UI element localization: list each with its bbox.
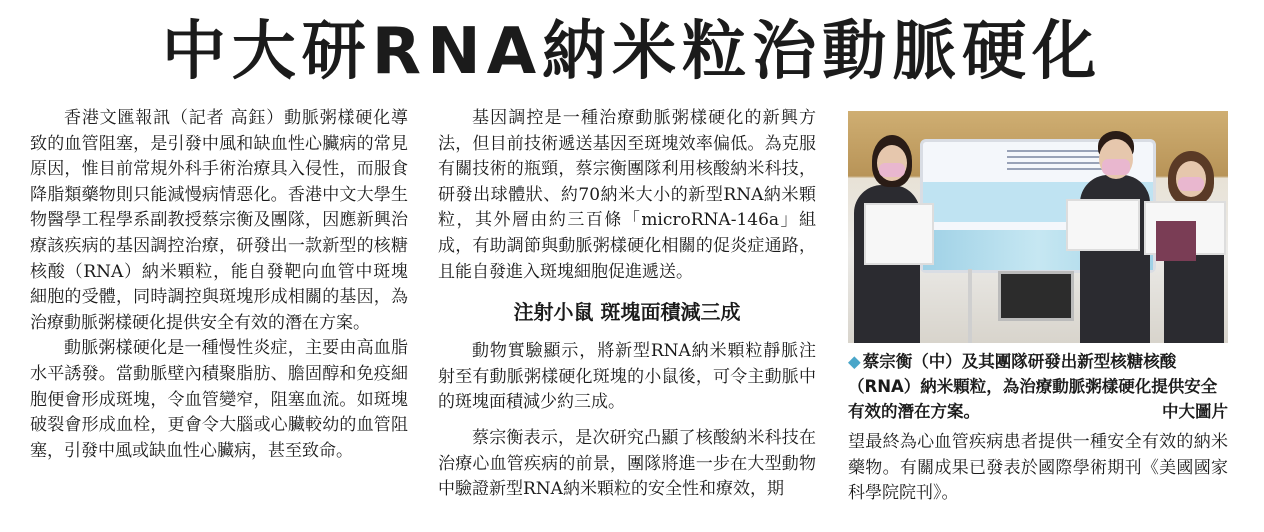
headline: 中大研RNA納米粒治動脈硬化 <box>161 15 1103 89</box>
subheading: 注射小鼠 斑塊面積減三成 <box>513 300 741 325</box>
laptop <box>998 271 1074 321</box>
article-column-1 <box>30 106 408 464</box>
paragraph: 望最終為心血管疾病患者提供一種安全有效的納米藥物。有關成果已發表於國際學術期刊《美國國家科學院院刊》。 <box>848 432 1228 504</box>
article-column-2 <box>438 106 816 503</box>
photo-caption <box>848 349 1228 424</box>
paragraph: 蔡宗衡表示，是次研究凸顯了核酸納米科技在治療心血管疾病的前景，團隊將進一步在大型動物中驗證新型RNA納米顆粒的安全性和療效，期 <box>438 427 816 500</box>
paragraph: 動物實驗顯示，將新型RNA納米顆粒靜脈注射至有動脈粥樣硬化斑塊的小鼠後，可令主動脈中的斑塊面積減少約三成。 <box>438 341 816 413</box>
paragraph: 香港文匯報訊（記者 高鈺）動脈粥樣硬化導致的血管阻塞，是引發中風和缺血性心臟病的常見原因，惟目前常規外科手術治療具入侵性，而服食降脂類藥物則只能減慢病情惡化。香港中文大學生物醫學工程學系副教授蔡宗衡及團隊，因應新興治療該疾病的基因調控治療，研發出一款新型的核糖核酸（RNA）納米顆粒，能自發靶向血管中斑塊細胞的受體，同時調控與斑塊形成相關的基因，為治療動脈粥樣硬化提供安全有效的潛在方案。 <box>30 108 408 333</box>
paragraph: 基因調控是一種治療動脈粥樣硬化的新興方法，但目前技術遞送基因至斑塊效率偏低。為克服有關技術的瓶頸，蔡宗衡團隊利用核酸納米科技，研發出球體狀、約70納米大小的新型RNA納米顆粒，其外層由約三百條「microRNA-146a」組成，有助調節與動脈粥樣硬化相關的促炎症通路，且能自發進入斑塊細胞促進遞送。 <box>438 108 816 282</box>
news-photo <box>848 111 1228 343</box>
diamond-icon: ◆ <box>848 352 861 371</box>
caption-text: 蔡宗衡（中）及其團隊研發出新型核糖核酸（RNA）納米顆粒，為治療動脈粥樣硬化提供安全有效的潛在方案。 <box>848 352 1218 421</box>
paragraph: 動脈粥樣硬化是一種慢性炎症，主要由高血脂水平誘發。當動脈壁內積聚脂肪、膽固醇和免疫細胞便會形成斑塊，令血管變窄，阻塞血流。如斑塊破裂會形成血栓，更會令大腦或心臟較幼的血管阻塞，引發中風或缺血性心臟病，甚至致命。 <box>30 338 408 461</box>
article-column-3 <box>848 430 1228 507</box>
photo-credit: 中大圖片 <box>1162 402 1228 421</box>
